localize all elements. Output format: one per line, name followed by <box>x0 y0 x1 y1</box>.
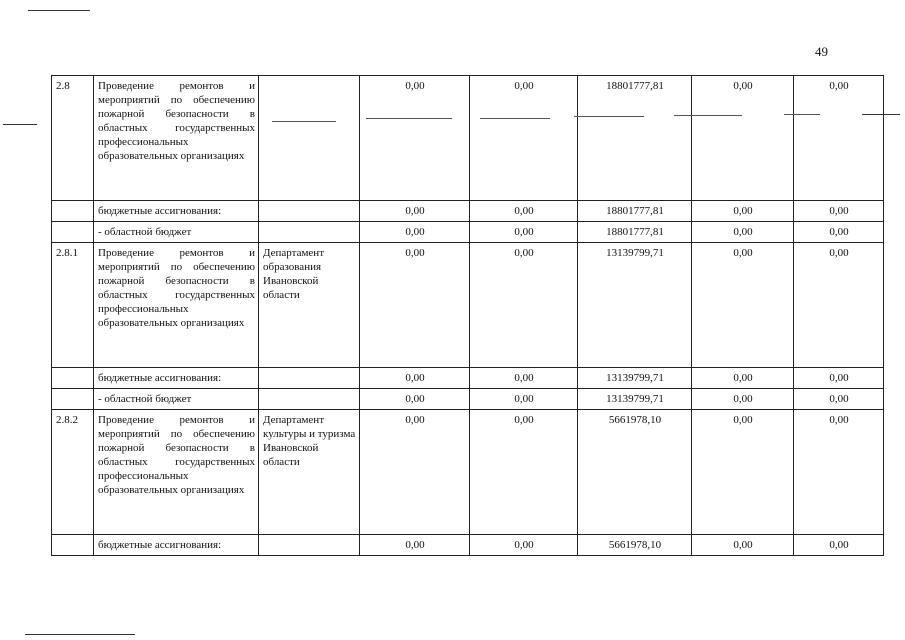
row-value: 18801777,81 <box>578 76 692 201</box>
row-value: 0,00 <box>470 368 578 389</box>
scan-mark-top <box>28 10 90 11</box>
row-code <box>52 368 94 389</box>
table-row <box>52 222 884 243</box>
row-name: бюджетные ассигнования: <box>94 201 259 222</box>
row-name: - областной бюджет <box>94 389 259 410</box>
row-value: 0,00 <box>360 201 470 222</box>
row-executor <box>259 368 360 389</box>
row-code: 2.8.2 <box>52 410 94 535</box>
underline-mark <box>366 118 452 119</box>
row-name: Проведение ремонтов и мероприятий по обеспечению пожарной безопасности в областных государственных профессиональных образовательных организациях <box>94 410 259 535</box>
row-name: - областной бюджет <box>94 222 259 243</box>
row-name: бюджетные ассигнования: <box>94 535 259 556</box>
row-value: 0,00 <box>692 368 794 389</box>
row-code: 2.8.1 <box>52 243 94 368</box>
row-code: 2.8 <box>52 76 94 201</box>
row-name: Проведение ремонтов и мероприятий по обеспечению пожарной безопасности в областных государственных профессиональных образовательных организациях <box>94 76 259 201</box>
table-row <box>52 535 884 556</box>
row-value: 0,00 <box>794 389 884 410</box>
underline-mark <box>574 116 644 117</box>
row-value: 0,00 <box>360 243 470 368</box>
row-value: 0,00 <box>470 201 578 222</box>
row-value: 0,00 <box>360 222 470 243</box>
row-value: 0,00 <box>470 410 578 535</box>
row-value: 0,00 <box>794 243 884 368</box>
row-executor <box>259 389 360 410</box>
row-code <box>52 201 94 222</box>
row-value: 0,00 <box>794 222 884 243</box>
row-executor: Департамент культуры и туризма Ивановской области <box>259 410 360 535</box>
row-name: Проведение ремонтов и мероприятий по обеспечению пожарной безопасности в областных государственных профессиональных образовательных организациях <box>94 243 259 368</box>
table-row <box>52 368 884 389</box>
row-value: 0,00 <box>360 368 470 389</box>
row-value: 0,00 <box>692 222 794 243</box>
row-value: 18801777,81 <box>578 201 692 222</box>
row-executor <box>259 222 360 243</box>
row-executor <box>259 76 360 201</box>
table-row <box>52 410 884 535</box>
row-code <box>52 222 94 243</box>
row-value: 0,00 <box>360 410 470 535</box>
table-row <box>52 201 884 222</box>
row-value: 0,00 <box>692 76 794 201</box>
row-value: 18801777,81 <box>578 222 692 243</box>
row-value: 5661978,10 <box>578 410 692 535</box>
row-value: 0,00 <box>692 201 794 222</box>
row-value: 0,00 <box>360 76 470 201</box>
table-row <box>52 243 884 368</box>
row-executor <box>259 535 360 556</box>
page-number: 49 <box>815 44 828 59</box>
row-executor <box>259 201 360 222</box>
row-name: бюджетные ассигнования: <box>94 368 259 389</box>
row-code <box>52 389 94 410</box>
row-value: 0,00 <box>470 243 578 368</box>
table-row <box>52 76 884 201</box>
underline-mark <box>674 115 742 116</box>
underline-mark <box>784 114 820 115</box>
row-value: 13139799,71 <box>578 243 692 368</box>
row-value: 5661978,10 <box>578 535 692 556</box>
scan-mark-bottom <box>25 634 135 635</box>
row-value: 0,00 <box>692 535 794 556</box>
row-value: 0,00 <box>360 389 470 410</box>
underline-mark <box>480 118 550 119</box>
row-executor: Департамент образования Ивановской области <box>259 243 360 368</box>
row-value: 0,00 <box>692 389 794 410</box>
row-value: 0,00 <box>692 243 794 368</box>
row-value: 0,00 <box>794 76 884 201</box>
row-value: 0,00 <box>470 535 578 556</box>
row-code <box>52 535 94 556</box>
underline-mark <box>272 121 336 122</box>
row-value: 0,00 <box>360 535 470 556</box>
row-value: 0,00 <box>794 410 884 535</box>
row-value: 0,00 <box>692 410 794 535</box>
table-row <box>52 389 884 410</box>
row-value: 0,00 <box>470 222 578 243</box>
row-value: 13139799,71 <box>578 368 692 389</box>
scan-mark-left <box>3 124 37 125</box>
row-value: 0,00 <box>794 201 884 222</box>
row-value: 0,00 <box>794 368 884 389</box>
row-value: 13139799,71 <box>578 389 692 410</box>
row-value: 0,00 <box>470 76 578 201</box>
budget-table <box>51 75 884 556</box>
row-value: 0,00 <box>470 389 578 410</box>
row-value: 0,00 <box>794 535 884 556</box>
